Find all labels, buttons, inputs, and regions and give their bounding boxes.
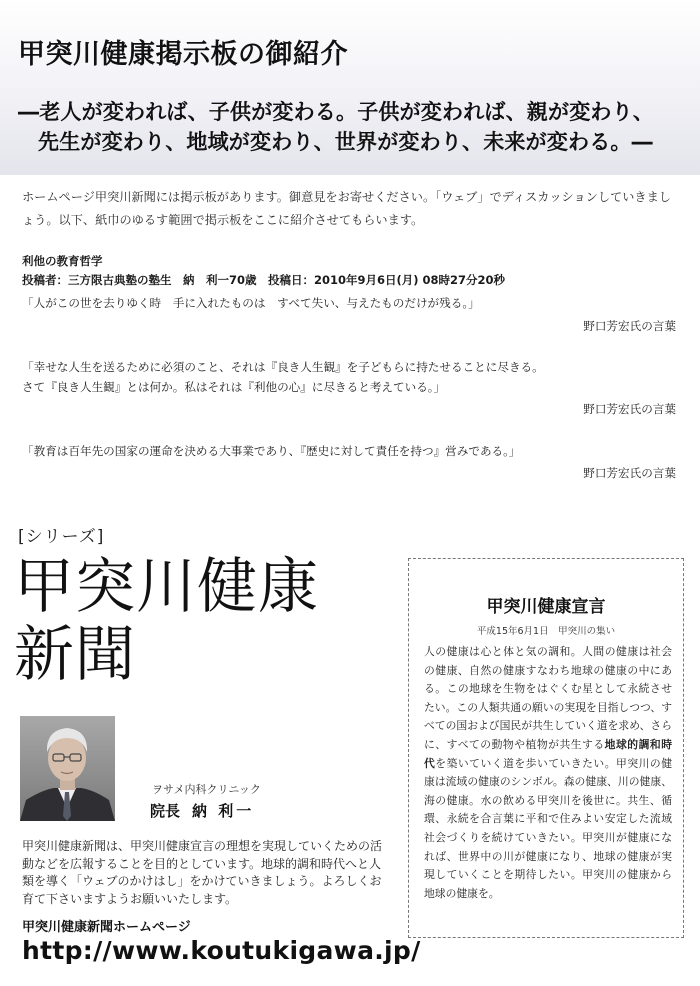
homepage-url: http://www.koutukigawa.jp/ [22,936,421,965]
quote-2-line-2: さて『良き人生観』とは何か。私はそれは『利他の心』に尽きると考えている。」 [22,380,446,394]
slogan-line-1: ―老人が変われば、子供が変わる。子供が変われば、親が変わり、 [18,100,654,124]
slogan-line-2: 先生が変わり、地域が変わり、世界が変わり、未来が変わる。― [38,130,653,154]
quote-1: 「人がこの世を去りゆく時 手に入れたものは すべて失い、与えたものだけが残る。」 [22,296,480,310]
intro-paragraph: ホームページ甲突川新聞には掲示板があります。御意見をお寄せください。「ウェブ」でディスカッションしていきましょう。以下、紙巾のゆるす範囲で掲示板をここに紹介させてもらいます。 [22,190,671,227]
author-portrait [20,716,115,821]
quote-1-attribution: 野口芳宏氏の言葉 [583,319,676,333]
series-label: [シリーズ] [18,527,105,547]
director-name: 納 利一 [192,802,255,820]
clinic-name: ヲサメ内科クリニック [152,783,261,796]
declaration-date: 平成15年6月1日 甲突川の集い [476,626,616,637]
director-role: 院長 [150,802,181,820]
declaration-body [424,643,672,903]
declaration-body-part-2: を築いていく道を歩いていきたい。甲突川の健康は流域の健康のシンボル。森の健康、川の健康、海の健康。水の飲める甲突川を後世に。共生、循環、永続を合言葉に平和で住みよい安定した流域社会づくりを続けていきたい。甲突川が健康になれば、世界中の川が健康になり、地球の健康が実現していくことを期待したい。甲突川の健康から地球の健康を。 [424,756,672,900]
declaration-body-emphasis: 地球的調和時代 [424,737,672,770]
newspaper-description: 甲突川健康新聞は、甲突川健康宣言の理想を実現していくための活動などを広報することを目的としています。地球的調和時代へと人類を導く「ウェブのかけはし」をかけていきましょう。よろしくお育て下さいますようお願いいたします。 [22,839,383,906]
director-line [150,800,254,821]
declaration-body-part-1: 人の健康は心と体と気の調和。人間の健康は社会の健康、自然の健康すなわち地球の健康の中にある。この地球を生物をはぐくむ星として永続させたい。この人類共通の願いの実現を目指しつつ、すべての国および国民が共生していく道を求め、さらに、すべての動物や植物が共生する [424,645,672,751]
declaration-title: 甲突川健康宣言 [486,597,606,617]
bulletin-post-meta: 投稿者：三方限古典塾の塾生 納 利一70歳 投稿日：2010年9月6日(月) 08時27分20秒 [22,273,506,287]
page-title: 甲突川健康掲示板の御紹介 [18,39,348,70]
homepage-label: 甲突川健康新聞ホームページ [22,920,191,935]
quote-2 [22,357,678,397]
quote-3: 「教育は百年先の国家の運命を決める大事業であり、『歴史に対して責任を持つ』営みである。」 [22,444,521,458]
portrait-illustration [20,716,115,821]
series-title-line-1: 甲突川健康 [14,552,319,622]
bulletin-heading: 利他の教育哲学 [22,254,103,268]
quote-2-attribution: 野口芳宏氏の言葉 [583,402,676,416]
quote-3-attribution: 野口芳宏氏の言葉 [583,466,676,480]
quote-2-line-1: 「幸せな人生を送るために必須のこと、それは『良き人生観』を子どもらに持たせることに尽きる。 [22,360,544,374]
series-title-line-2: 新聞 [14,620,136,690]
